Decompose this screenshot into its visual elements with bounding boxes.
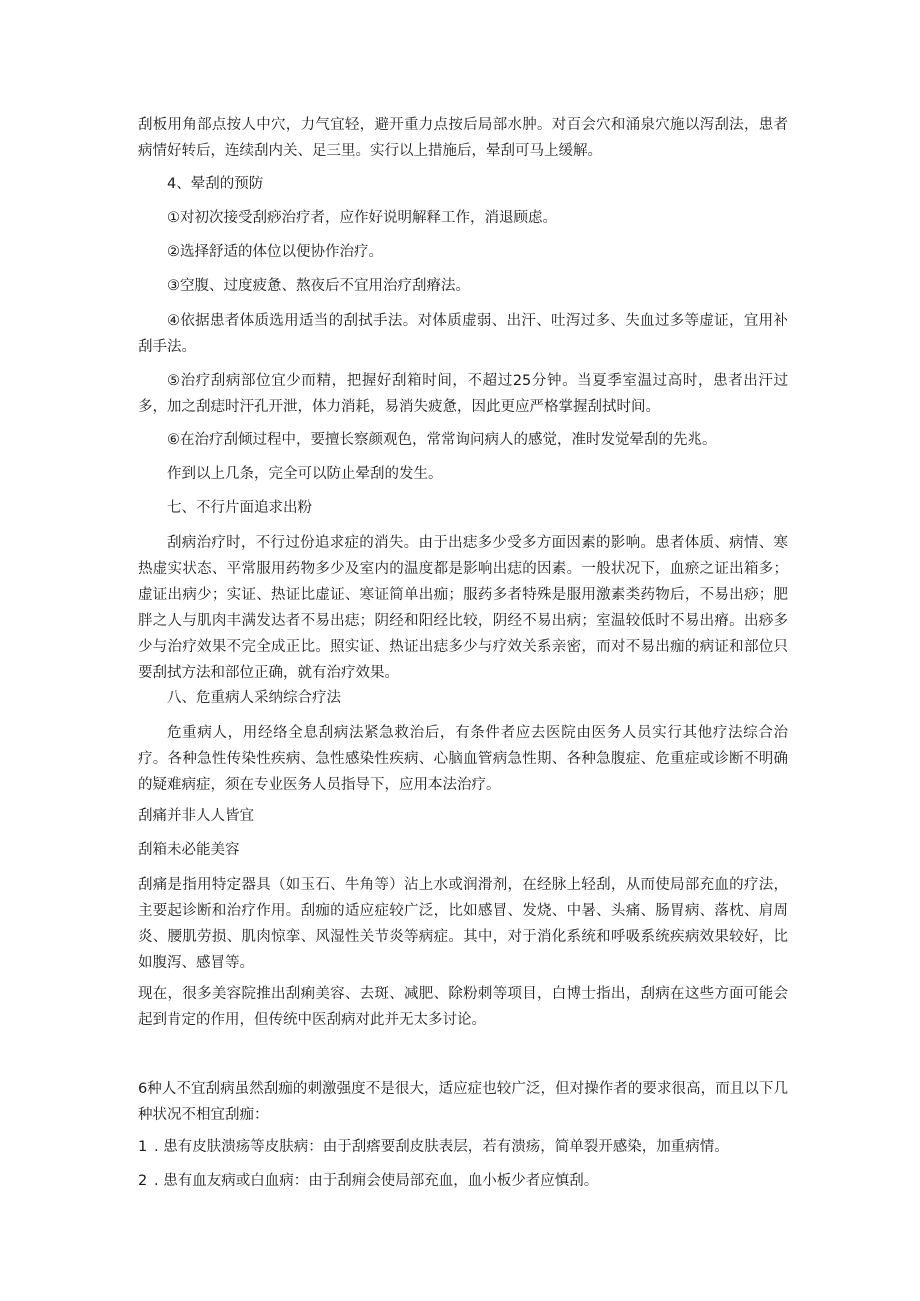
paragraph-item-5: ⑤治疗刮病部位宜少而精，把握好刮箱时间，不超过25分钟。当夏季室温过高时，患者出汗过多，加之刮痣时汗孔开泄，体力消耗，易消失疲惫，因此更应严格掌握刮拭时间。 xyxy=(138,373,788,415)
paragraph-conclusion: 作到以上几条，完全可以防止晕刮的发生。 xyxy=(167,466,443,482)
list-item-2 xyxy=(138,1168,788,1194)
paragraph-section-8-body: 危重病人，用经络全息刮病法紧急救治后，有条件者应去医院由医务人员实行其他疗法综合治疗。各种急性传染性疾病、急性感染性疾病、心脑血管病急性期、各种急腹症、危重症或诊断不明确的疑难病症，须在专业医务人员指导下，应用本法治疗。 xyxy=(138,725,788,793)
heading-section-8: 八、危重病人采纳综合疗法 xyxy=(167,690,341,706)
paragraph-item-6: ⑥在治疗刮倾过程中，要擅长察颜观色，常常询问病人的感觉，准时发觉晕刮的先兆。 xyxy=(167,432,717,448)
paragraph-six-types: 6种人不宜刮病虽然刮痂的刺激强度不是很大，适应症也较广泛，但对操作者的要求很高，而且以下几种状况不相宜刮痂： xyxy=(138,1081,788,1123)
heading-section-7: 七、不行片面追求出粉 xyxy=(167,500,312,516)
heading-not-for-everyone: 刮痛并非人人皆宜 xyxy=(138,808,254,824)
paragraph-definition: 刮痛是指用特定器具（如玉石、牛角等）沾上水或润滑剂，在经脉上轻刮，从而使局部充血的疗法，主要起诊断和治疗作用。刮痂的适应症较广泛，比如感冒、发烧、中暑、头痛、肠胃病、落枕、肩周炎、腰肌劳损、肌肉惊挛、风湿性关节炎等病症。其中，对于消化系统和呼吸系统疾病效果较好，比如腹泻、感冒等。 xyxy=(138,877,788,971)
paragraph-item-4: ④依据患者体质选用适当的刮拭手法。对体质虚弱、出汗、吐泻过多、失血过多等虚证，宜用补刮手法。 xyxy=(138,313,788,355)
paragraph-treatment-steps: 刮板用角部点按人中穴，力气宜轻，避开重力点按后局部水肿。对百会穴和涌泉穴施以泻刮法，患者病情好转后，连续刮内关、足三里。实行以上措施后，晕刮可马上缓解。 xyxy=(138,117,788,159)
paragraph-section-7-body: 刮病治疗时，不行过份追求症的消失。由于出痣多少受多方面因素的影响。患者体质、病情、寒热虚实状态、平常服用药物多少及室内的温度都是影响出痣的因素。一般状况下，血瘀之证出箱多；虚证出病少；实证、热证比虚证、寒证简单出痂；服药多者特殊是服用激素类药物后，不易出痧；肥胖之人与肌肉丰满发达者不易出痣；阴经和阳经比较，阴经不易出病；室温较低时不易出瘠。出痧多少与治疗效果不完全成正比。照实证、热证出痣多少与疗效关系亲密，而对不易出痂的病证和部位只要刮拭方法和部位正确，就有治疗效果。 xyxy=(138,535,788,681)
heading-prevention: 4、晕刮的预防 xyxy=(167,176,264,192)
list-item-1-text: . 患有皮肤溃疡等皮肤病：由于刮瘩要刮皮肤表层，若有溃疡，简单裂开感染，加重病情。 xyxy=(154,1139,729,1155)
list-item-1 xyxy=(138,1134,788,1160)
heading-beauty: 刮箱未必能美容 xyxy=(138,842,240,858)
list-item-1-number: 1 xyxy=(138,1139,148,1155)
list-item-2-text: . 患有血友病或白血病：由于刮痈会使局部充血，血小板少者应慎刮。 xyxy=(154,1173,599,1189)
paragraph-item-2: ②选择舒适的体位以便协作治疗。 xyxy=(167,244,383,260)
paragraph-item-1: ①对初次接受刮痧治疗者，应作好说明解释工作，消退顾虑。 xyxy=(167,210,557,226)
paragraph-item-3: ③空腹、过度疲惫、熬夜后不宜用治疗刮瘠法。 xyxy=(167,278,470,294)
list-item-2-number: 2 xyxy=(138,1173,148,1189)
paragraph-beauty-salons: 现在，很多美容院推出刮痢美容、去斑、减肥、除粉刺等项目，白博士指出，刮病在这些方面可能会起到肯定的作用，但传统中医刮病对此并无太多讨论。 xyxy=(138,986,788,1028)
